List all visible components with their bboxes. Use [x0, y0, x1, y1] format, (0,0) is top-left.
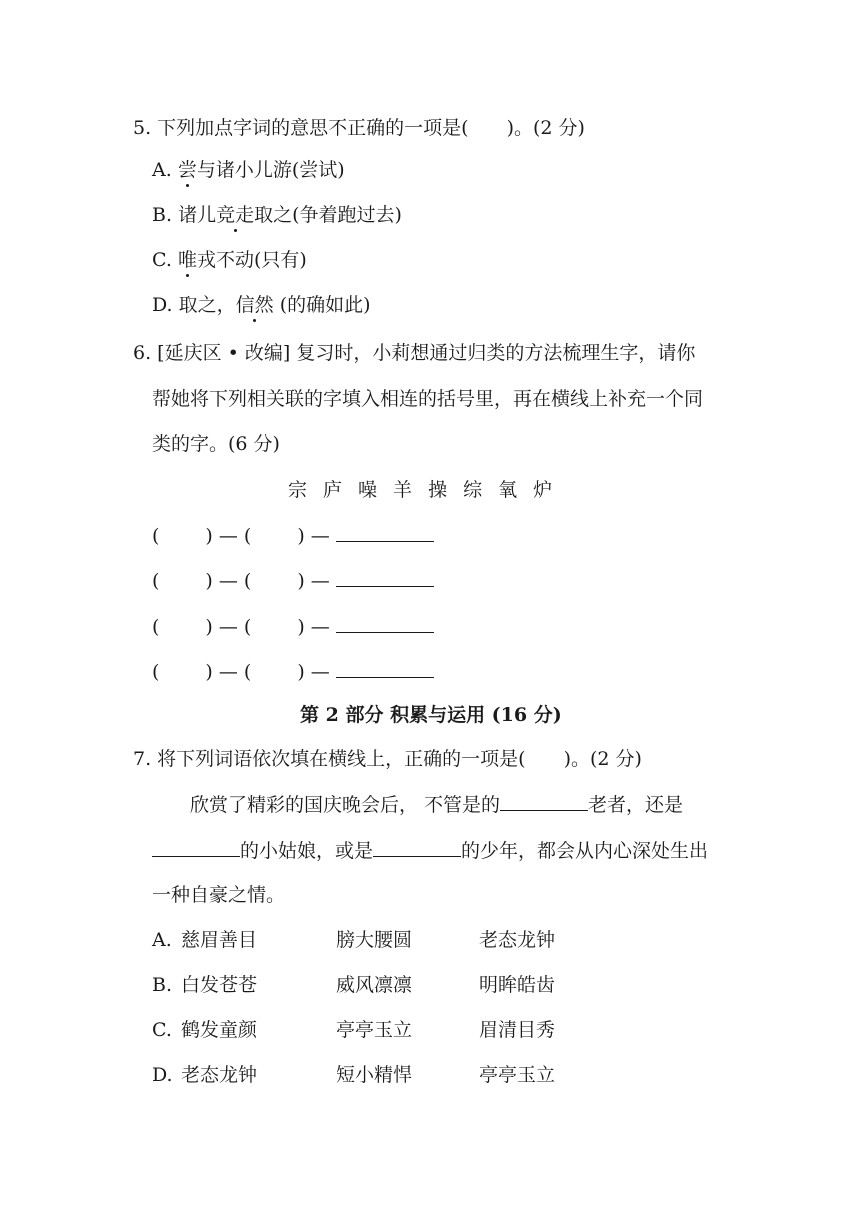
q7-option-c-letter: C. [152, 1019, 172, 1041]
q6-fill-row[interactable]: ( ) — ( ) — [152, 614, 434, 639]
q7-option-c-word3: 眉清目秀 [479, 1019, 556, 1041]
q7-option-c-word1: 鹤发童颜 [181, 1019, 258, 1041]
q5-option-letter: B. [152, 204, 173, 226]
q7-option-c-word2: 亭亭玉立 [336, 1019, 413, 1041]
q5-option-c: C. 唯戎不动(只有) [152, 249, 307, 271]
answer-blank[interactable] [152, 838, 240, 857]
dotted-word: 竞走 [216, 204, 255, 226]
bank-char: 宗 [288, 479, 308, 501]
q7-passage-line3: 一种自豪之情。 [152, 884, 286, 906]
q7-option-d-word3: 亭亭玉立 [479, 1064, 556, 1086]
answer-blank[interactable] [373, 838, 461, 857]
q7-option-d-word2: 短小精悍 [336, 1064, 413, 1086]
q6-stem-line3: 类的字。(6 分) [152, 433, 280, 455]
dotted-word: 唯 [177, 249, 197, 271]
answer-blank[interactable] [336, 614, 434, 633]
q7-option-a-word1: 慈眉善目 [181, 929, 258, 951]
q5-option-a: A. 尝与诸小儿游(尝试) [152, 159, 345, 181]
q7-option-d-letter: D. [152, 1064, 173, 1086]
q6-stem-line1: 6. [延庆区 • 改编] 复习时，小莉想通过归类的方法梳理生字，请你 [133, 342, 696, 364]
q7-option-b-word3: 明眸皓齿 [479, 974, 556, 996]
q7-option-a-letter: A. [152, 929, 172, 951]
bank-char: 氧 [498, 479, 518, 501]
q5-stem: 5. 下列加点字词的意思不正确的一项是( )。(2 分) [133, 117, 585, 139]
bank-char: 羊 [393, 479, 413, 501]
answer-blank[interactable] [336, 659, 434, 678]
q5-option-letter: C. [152, 249, 172, 271]
q7-option-b-letter: B. [152, 974, 173, 996]
q7-passage-line1: 欣赏了精彩的国庆晚会后， 不管是的 老者，还是 [190, 794, 684, 816]
dotted-word: 尝 [177, 159, 197, 181]
q5-option-letter: A. [152, 159, 172, 181]
q5-option-d: D. 取之，信然 (的确如此) [152, 294, 371, 316]
q6-fill-row[interactable]: ( ) — ( ) — [152, 659, 434, 684]
q7-option-a-word3: 老态龙钟 [479, 929, 556, 951]
q5-option-b: B. 诸儿竞走取之(争着跑过去) [152, 204, 402, 226]
bank-char: 炉 [533, 479, 553, 501]
bank-char: 操 [428, 479, 448, 501]
dotted-word: 信然 [235, 294, 274, 316]
bank-char: 噪 [358, 479, 378, 501]
bank-char: 综 [463, 479, 483, 501]
q7-option-d-word1: 老态龙钟 [181, 1064, 258, 1086]
q5-option-letter: D. [152, 294, 173, 316]
bank-char: 庐 [323, 479, 343, 501]
q7-option-a-word2: 膀大腰圆 [336, 929, 413, 951]
q7-stem: 7. 将下列词语依次填在横线上，正确的一项是( )。(2 分) [133, 748, 642, 770]
answer-blank[interactable] [500, 792, 588, 811]
q6-stem-line2: 帮她将下列相关联的字填入相连的括号里，再在横线上补充一个同 [152, 388, 704, 410]
q7-option-b-word1: 白发苍苍 [181, 974, 258, 996]
q6-character-bank [288, 478, 568, 502]
answer-blank[interactable] [336, 568, 434, 587]
q6-fill-row[interactable]: ( ) — ( ) — [152, 568, 434, 593]
q7-passage-line2: 的小姑娘，或是 的少年，都会从内心深处生出 [152, 838, 708, 863]
q7-option-b-word2: 威风凛凛 [336, 974, 413, 996]
section-title: 第 2 部分 积累与运用 (16 分) [300, 704, 562, 726]
q6-fill-row[interactable]: ( ) — ( ) — [152, 523, 434, 548]
answer-blank[interactable] [336, 523, 434, 542]
